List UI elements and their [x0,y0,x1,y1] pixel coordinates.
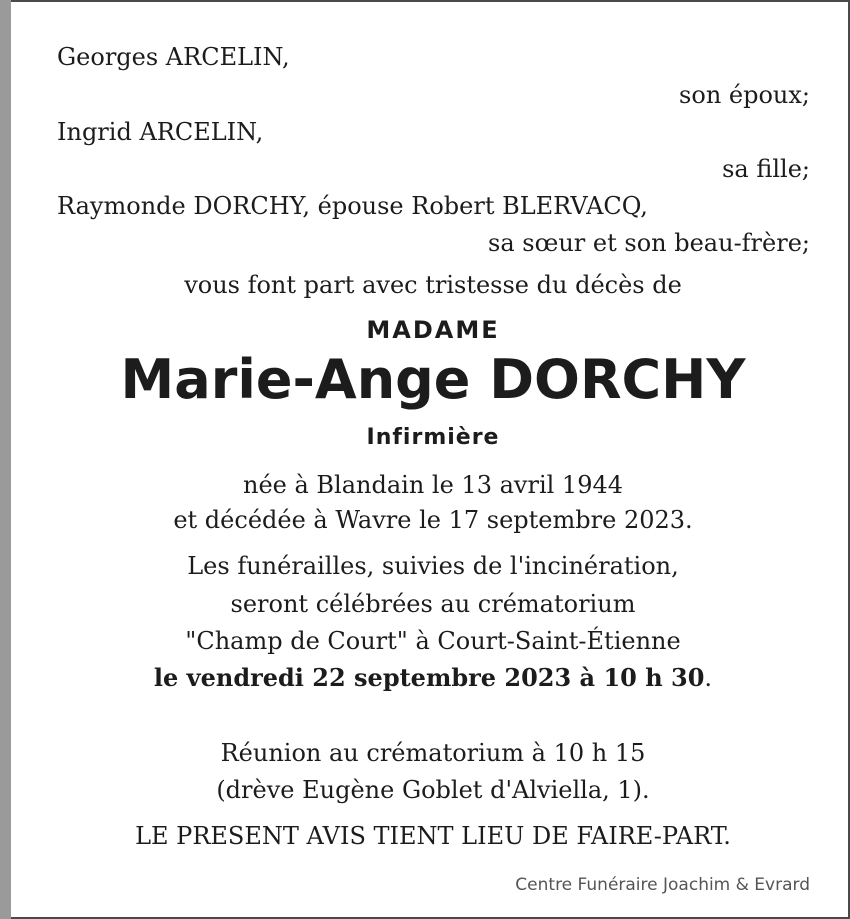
frame-top-border [11,0,850,2]
family-role-husband: son époux; [679,81,810,109]
funeral-line-1: Les funérailles, suivies de l'incinération, [187,552,679,580]
meeting-line-2: (drève Eugène Goblet d'Alviella, 1). [216,776,650,804]
left-margin-bar [0,0,11,919]
deceased-honorific: MADAME [366,316,500,344]
notice-text: LE PRESENT AVIS TIENT LIEU DE FAIRE-PART. [135,822,731,850]
family-member-husband: Georges ARCELIN, [57,43,290,71]
family-member-sister: Raymonde DORCHY, épouse Robert BLERVACQ, [57,192,648,220]
family-role-sister: sa sœur et son beau-frère; [488,229,810,257]
family-member-daughter: Ingrid ARCELIN, [57,118,264,146]
meeting-line-1: Réunion au crématorium à 10 h 15 [220,739,646,767]
family-role-daughter: sa fille; [722,155,810,183]
funeral-datetime-period: . [704,664,713,692]
deceased-profession: Infirmière [366,425,500,450]
funeral-datetime: le vendredi 22 septembre 2023 à 10 h 30 [153,663,705,692]
death-info: et décédée à Wavre le 17 septembre 2023. [173,506,693,534]
funeral-line-3: "Champ de Court" à Court-Saint-Étienne [185,627,681,655]
deceased-name: Marie-Ange DORCHY [120,348,746,411]
funeral-line-2: seront célébrées au crématorium [230,590,636,618]
funeral-datetime-line [20,663,846,693]
funeral-home-credit: Centre Funéraire Joachim & Evrard [515,875,810,895]
announcement-text: vous font part avec tristesse du décès de [184,271,682,299]
birth-info: née à Blandain le 13 avril 1944 [242,471,623,499]
